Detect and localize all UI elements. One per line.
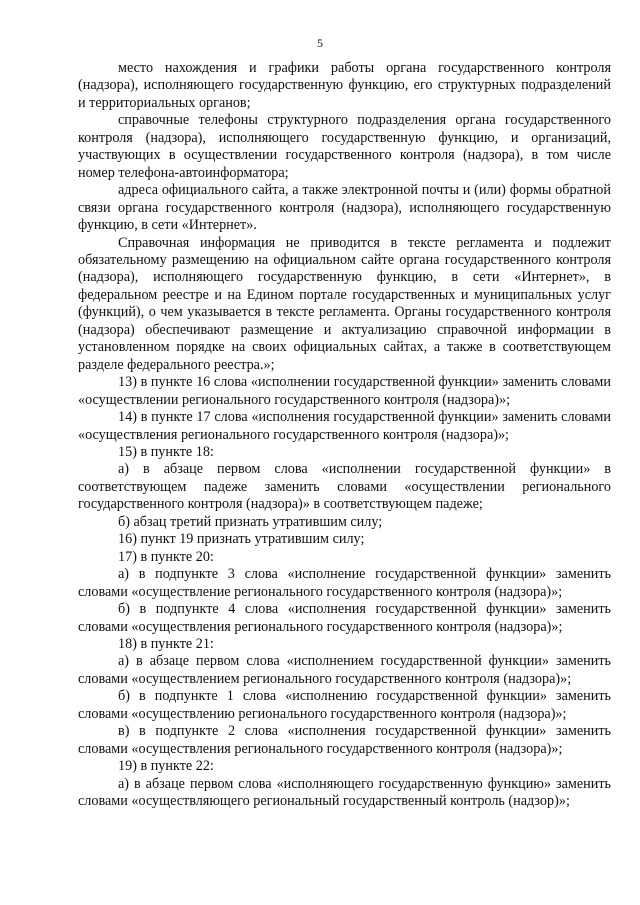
paragraph: 18) в пункте 21:: [118, 635, 214, 652]
paragraph: а) в абзаце первом слова «исполнением государственной функции» заменить словами «осуществлением регионального государственного контроля (надзора)»;: [78, 653, 611, 687]
paragraph: 13) в пункте 16 слова «исполнении государственной функции» заменить словами «осуществлении регионального государственного контроля (надзора)»;: [78, 374, 611, 408]
paragraph: Справочная информация не приводится в тексте регламента и подлежит обязательному размещению на официальном сайте органа государственного контроля (надзора), исполняющего государственную функцию, в сети «Интернет», в федеральном реестре и на Едином портале государственных и муниципальных услуг (функций), о чем указывается в тексте регламента. Органы государственного контроля (надзора) обеспечивают размещение и актуализацию справочной информации в установленном порядке на своих официальных сайтах, а также в соответствующем разделе федерального реестра.»;: [78, 234, 611, 373]
paragraph: 15) в пункте 18:: [118, 443, 214, 460]
paragraph: 19) в пункте 22:: [118, 758, 214, 775]
paragraph: адреса официального сайта, а также электронной почты и (или) формы обратной связи органа государственного контроля (надзора), исполняющего государственную функцию, в сети «Интернет».: [78, 182, 611, 234]
paragraph: а) в абзаце первом слова «исполняющего государственную функцию» заменить словами «осуществляющего региональный государственный контроль (надзор)»;: [78, 775, 611, 810]
paragraph: б) в подпункте 4 слова «исполнения государственной функции» заменить словами «осуществления регионального государственного контроля (надзора)»;: [78, 601, 611, 635]
paragraph: в) в подпункте 2 слова «исполнения государственной функции» заменить словами «осуществления регионального государственного контроля (надзора)»;: [78, 723, 611, 757]
document-body: [78, 60, 611, 810]
paragraph: место нахождения и графики работы органа государственного контроля (надзора), исполняющего государственную функцию, его структурных подразделений и территориальных органов;: [78, 60, 611, 111]
paragraph: а) в подпункте 3 слова «исполнение государственной функции» заменить словами «осуществление регионального государственного контроля (надзора)»;: [78, 566, 611, 600]
paragraph: б) в подпункте 1 слова «исполнению государственной функции» заменить словами «осуществлению регионального государственного контроля (надзора)»;: [78, 688, 611, 722]
paragraph: а) в абзаце первом слова «исполнении государственной функции» в соответствующем падеже заменить словами «осуществлении регионального государственного контроля (надзора)» в соответствующем падеже;: [78, 461, 611, 513]
paragraph: справочные телефоны структурного подразделения органа государственного контроля (надзора), исполняющего государственную функцию, и организаций, участвующих в осуществлении государственного контроля (надзора), в том числе номер телефона-автоинформатора;: [78, 112, 611, 181]
paragraph: 14) в пункте 17 слова «исполнения государственной функции» заменить словами «осуществления регионального государственного контроля (надзора)»;: [78, 409, 611, 443]
paragraph: 16) пункт 19 признать утратившим силу;: [118, 531, 365, 548]
page-number: 5: [317, 36, 323, 50]
paragraph: 17) в пункте 20:: [118, 548, 214, 565]
paragraph: б) абзац третий признать утратившим силу;: [118, 513, 383, 530]
